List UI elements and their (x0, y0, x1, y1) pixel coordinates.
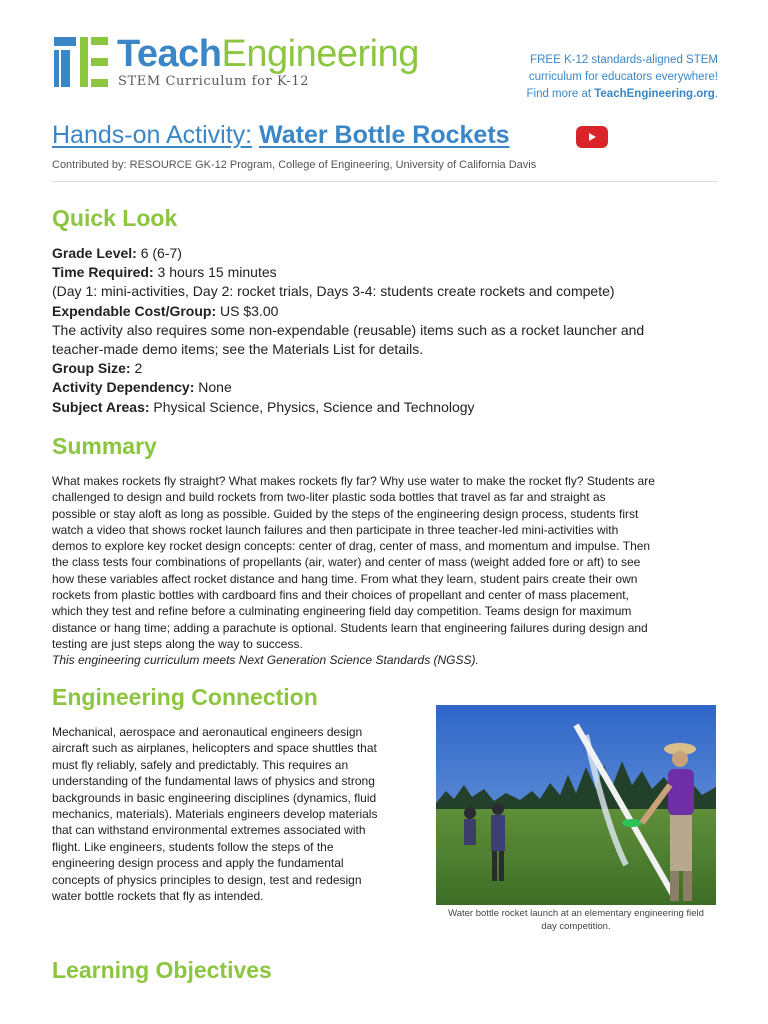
engineering-line: water bottle rockets that fly as intended. (52, 889, 264, 904)
title-activity-name[interactable]: Water Bottle Rockets (259, 121, 510, 149)
heading-quick-look: Quick Look (52, 205, 178, 231)
title-prefix[interactable]: Hands-on Activity (52, 121, 246, 149)
heading-summary: Summary (52, 433, 157, 459)
heading-learning-objectives: Learning Objectives (52, 957, 272, 983)
grade-label: Grade Level: (52, 245, 137, 261)
teachengineering-logo-icon[interactable] (54, 37, 108, 87)
engineering-line: aircraft such as airplanes, helicopters and space shuttles that (52, 741, 377, 756)
quick-look-details (52, 244, 722, 417)
page-title[interactable] (52, 118, 510, 152)
promo-line-2: curriculum for educators everywhere! (528, 71, 718, 83)
cost-note-line-2: teacher-made demo items; see the Materials List for details. (52, 341, 424, 358)
ngss-note: This engineering curriculum meets Next Generation Science Standards (NGSS). (52, 653, 479, 668)
engineering-connection-text (52, 724, 422, 904)
cost-note-line-1: The activity also requires some non-expendable (reusable) items such as a rocket launcher and (52, 321, 645, 338)
summary-line: What makes rockets fly straight? What makes rockets fly far? Why use water to make the rocket fly? Students are (52, 474, 655, 488)
summary-line: rockets from plastic bottles with cardboard fins and their choices of propellant and center of mass placement, (52, 588, 629, 603)
summary-line: testing are just steps along the way to success. (52, 636, 303, 651)
photo-caption-line-2: day competition. (541, 920, 611, 932)
engineering-line: backgrounds in basic engineering disciplines (dynamics, fluid (52, 790, 377, 805)
summary-line: watch a video that shows rocket launch failures and then participate in three teacher-led mini-activities with (52, 522, 619, 537)
grade-value: 6 (6-7) (140, 245, 182, 261)
title-separator: : (245, 121, 253, 149)
promo-line-3-suffix: . (714, 88, 718, 100)
promo-line-1: FREE K-12 standards-aligned STEM (530, 54, 718, 66)
dependency-value: None (198, 379, 232, 396)
engineering-line: flight. Like engineers, students follow the steps of the (52, 839, 334, 854)
dependency-label: Activity Dependency: (52, 379, 195, 396)
summary-line: demos to explore key rocket design concepts: center of drag, center of mass, and momentum and impulse. Then (52, 539, 651, 554)
brand-wordmark[interactable] (117, 30, 419, 78)
summary-line: challenged to design and build rockets from two-liter plastic soda bottles that travel as far and straight as (52, 490, 606, 505)
heading-engineering-connection: Engineering Connection (52, 684, 318, 710)
summary-line: distance or hang time; adding a parachute is optional. Students learn that engineering failures during design and (52, 620, 648, 635)
engineering-line: engineering design process and apply the fundamental (52, 856, 344, 871)
brand-engineering: Engineering (221, 33, 419, 75)
time-value: 3 hours 15 minutes (157, 264, 277, 281)
summary-line: which they test and refine before a culminating engineering field day competition. Teams design for maximum (52, 604, 632, 619)
brand-tagline: STEM Curriculum for K-12 (118, 74, 310, 89)
summary-line: the class tests four combinations of propellants (air, water) and center of mass (weight added fore or aft) to see (52, 555, 641, 570)
brand-teach: Teach (117, 33, 222, 75)
youtube-play-icon[interactable] (576, 126, 608, 148)
photo-caption (430, 908, 722, 933)
photo-caption-line-1: Water bottle rocket launch at an elementary engineering field (448, 908, 704, 919)
group-size-value: 2 (134, 360, 143, 377)
summary-line: how these variables affect rocket distance and hang time. From what they learn, student pairs create their own (52, 571, 638, 586)
time-note: (Day 1: mini-activities, Day 2: rocket trials, Days 3-4: students create rockets and compete) (52, 283, 615, 300)
cost-value: US $3.00 (220, 302, 279, 319)
engineering-line: that can withstand environmental extremes associated with (52, 823, 366, 838)
subject-value: Physical Science, Physics, Science and Technology (153, 398, 475, 415)
engineering-line: understanding of the fundamental laws of physics and strong (52, 774, 375, 789)
group-size-label: Group Size: (52, 360, 131, 377)
promo-link[interactable]: TeachEngineering.org (594, 88, 715, 100)
engineering-line: Mechanical, aerospace and aeronautical engineers design (52, 725, 363, 739)
subject-label: Subject Areas: (52, 398, 150, 415)
header-divider (52, 181, 718, 182)
promo-line-3-prefix: Find more at (526, 88, 595, 100)
engineering-line: must fly reliably, safely and predictably. This requires an (52, 757, 349, 772)
promo-text (458, 52, 718, 103)
contributed-by: Contributed by: RESOURCE GK-12 Program, College of Engineering, University of California Davis (52, 159, 537, 171)
engineering-line: concepts of physics principles to design, test and redesign (52, 872, 362, 887)
summary-text (52, 473, 720, 669)
summary-line: possible or stay aloft as long as possible. Guided by the steps of the engineering design process, students first (52, 506, 639, 521)
cost-label: Expendable Cost/Group: (52, 302, 217, 319)
time-label: Time Required: (52, 264, 154, 281)
rocket-launch-photo (436, 705, 716, 905)
engineering-line: mechanics, materials). Materials engineers develop materials (52, 807, 378, 822)
